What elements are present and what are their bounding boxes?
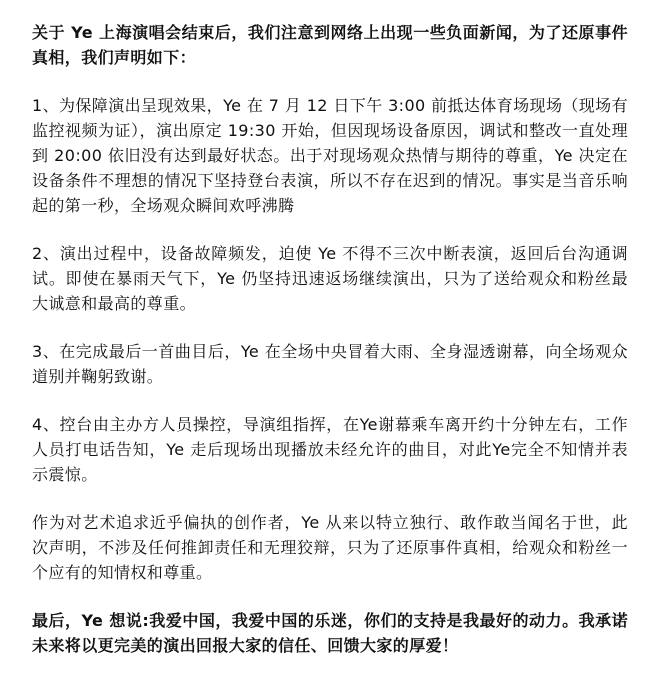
closing-paragraph: 最后，Ye 想说:我爱中国，我爱中国的乐迷，你们的支持是我最好的动力。我承诺未来将以更完美的演出回报大家的信任、回馈大家的厚爱！ [32,611,628,655]
point-1-paragraph: 1、为保障演出呈现效果，Ye 在 7 月 12 日下午 3:00 前抵达体育场现场（现场有监控视频为证），演出原定 19:30 开始，但因现场设备原因，调试和整改一直处理到 20:00 依旧没有达到最好状态。出于对现场观众热情与期待的尊重，Ye 决定在设备条件不理想的情况下坚持登台表演，所以不存在迟到的情况。事实是当音乐响起的第一秒，全场观众瞬间欢呼沸腾 [32,96,628,215]
point-4-paragraph: 4、控台由主办方人员操控，导演组指挥，在Ye谢幕乘车离开约十分钟左右，工作人员打电话告知，Ye 走后现场出现播放未经允许的曲目，对此Ye完全不知情并表示震惊。 [32,415,628,484]
point-2-paragraph: 2、演出过程中，设备故障频发，迫使 Ye 不得不三次中断表演，返回后台沟通调试。即使在暴雨天气下，Ye 仍坚持迅速返场继续演出，只为了送给观众和粉丝最大诚意和最高的尊重。 [32,244,628,313]
point-3-paragraph: 3、在完成最后一首曲目后，Ye 在全场中央冒着大雨、全身湿透谢幕，向全场观众道别并鞠躬致谢。 [32,342,628,386]
statement-paragraph: 作为对艺术追求近乎偏执的创作者，Ye 从来以特立独行、敢作敢当闻名于世，此次声明，不涉及任何推卸责任和无理狡辩，只为了还原事件真相，给观众和粉丝一个应有的知情权和尊重。 [32,513,628,582]
intro-paragraph: 关于 Ye 上海演唱会结束后，我们注意到网络上出现一些负面新闻，为了还原事件真相，我们声明如下： [32,23,628,67]
